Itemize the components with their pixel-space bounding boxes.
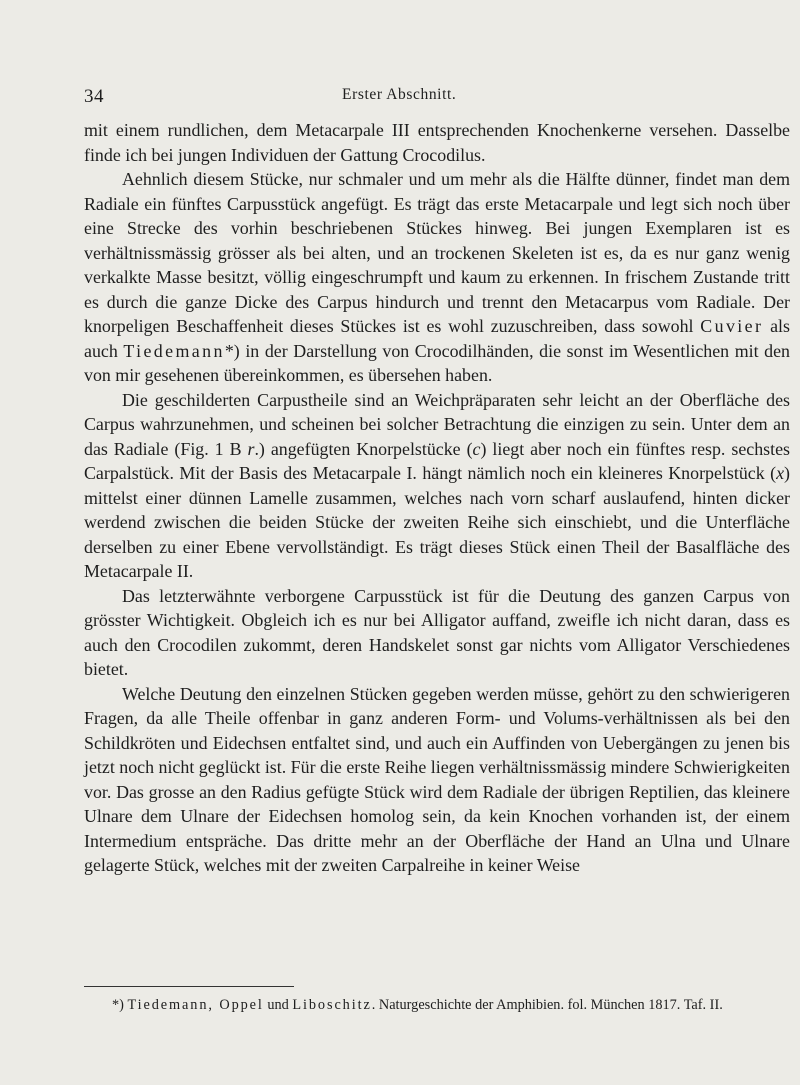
footnote	[84, 995, 790, 1016]
italic-reference: r	[247, 438, 255, 459]
paragraph	[84, 388, 790, 584]
footnote-text	[84, 995, 790, 1016]
text-run: Welche Deutung den einzelnen Stücken gegeben werden müsse, gehört zu den schwierigeren Fragen, da alle Theile offenbar in ganz anderen Form- und Volums-verhältnissen als bei den Schildkröten und Eidechsen entfaltet sind, und auch ein Auffinden von Uebergängen zu jenen bis jetzt noch nicht geglückt ist. Für die erste Reihe liegen verhältnissmässig mindere Schwierigkeiten vor. Das grosse an den Radius gefügte Stück wird dem Radiale der übrigen Reptilien, das kleinere Ulnare dem Ulnare der Eidechsen homolog sein, da kein Knochen vorhanden ist, der einem Intermedium entspräche. Das dritte mehr an der Oberfläche der Hand an Ulna und Ulnare gelagerte Stück, welches mit der zweiten Carpalreihe in keiner Weise	[84, 683, 790, 875]
page-number: 34	[84, 86, 104, 107]
text-run: mit einem rundlichen, dem Metacarpale III entsprechenden Knochenkerne versehen. Dasselbe finde ich bei jungen Individuen der Gattung Crocodilus.	[84, 120, 790, 165]
body-text	[84, 118, 790, 878]
text-run: .) angefügten Knorpelstücke (	[254, 438, 473, 459]
paragraph	[84, 167, 790, 388]
text-run: als auch	[84, 316, 790, 361]
author-name: Liboschitz	[292, 997, 372, 1013]
italic-reference: x	[776, 463, 785, 483]
text-run: Die geschilderten Carpustheile sind an Weichpräparaten sehr leicht an der Oberfläche des Carpus wahrzunehmen, und scheinen bei solcher Betrachtung die einzigen zu sein. Unter dem an das Radiale (Fig. 1 B	[84, 389, 790, 459]
paragraph	[84, 584, 790, 682]
text-run: Aehnlich diesem Stücke, nur schmaler und um mehr als die Hälfte dünner, findet man dem Radiale ein fünftes Carpusstück angefügt. Es trägt das erste Metacarpale und legt sich noch über eine Strecke des vorhin beschriebenen Stückes hinweg. Bei jungen Exemplaren ist es verhältnissmässig grösser als bei alten, und an trockenen Skeleten ist es, da es nur ganz wenig verkalkte Masse besitzt, völlig eingeschrumpft und kaum zu erkennen. In frischem Zustande tritt es durch die ganze Dicke des Carpus hindurch und trennt den Metacarpus vom Radiale. Der knorpeligen Beschaffenheit dieses Stückes ist es wohl zuzuschreiben, dass sowohl	[84, 169, 790, 336]
author-name: Tiedemann, Oppel	[127, 997, 264, 1013]
running-head: Erster Abschnitt.	[342, 86, 457, 103]
text-run: ) liegt aber noch ein fünftes resp. sechstes Carpalstück. Mit der Basis des Metacarpale I. hängt nämlich noch ein kleineres Knorpelstück (	[84, 438, 790, 483]
author-name: Tiedemann	[123, 340, 225, 361]
paragraph	[84, 682, 790, 878]
text-run: *) in der Darstellung von Crocodilhänden, die sonst im Wesentlichen mit den von mir gesehenen übereinkommen, es übersehen haben.	[84, 340, 790, 385]
text-run: *)	[112, 997, 128, 1013]
author-name: Cuvier	[700, 316, 764, 336]
paragraph	[84, 118, 790, 167]
page-header	[84, 86, 704, 110]
text-run: ) mittelst einer dünnen Lamelle zusammen, welches nach vorn scharf auslaufend, hinten dicker werdend zwischen die beiden Stücke der zweiten Reihe sich einschiebt, und die Unterfläche derselben zu einer Ebene vervollständigt. Es trägt dieses Stück einen Theil der Basalfläche des Metacarpale II.	[84, 463, 790, 581]
text-run: . Naturgeschichte der Amphibien. fol. München 1817. Taf. II.	[371, 997, 723, 1013]
italic-reference: c	[472, 438, 481, 459]
footnote-divider	[84, 986, 294, 987]
text-run: Das letzterwähnte verborgene Carpusstück ist für die Deutung des ganzen Carpus von grösster Wichtigkeit. Obgleich ich es nur bei Alligator auffand, zweifle ich nicht daran, dass es auch den Crocodilen zukommt, deren Handskelet sonst gar nichts vom Alligator Verschiedenes bietet.	[84, 585, 790, 679]
text-run: und	[263, 997, 293, 1013]
